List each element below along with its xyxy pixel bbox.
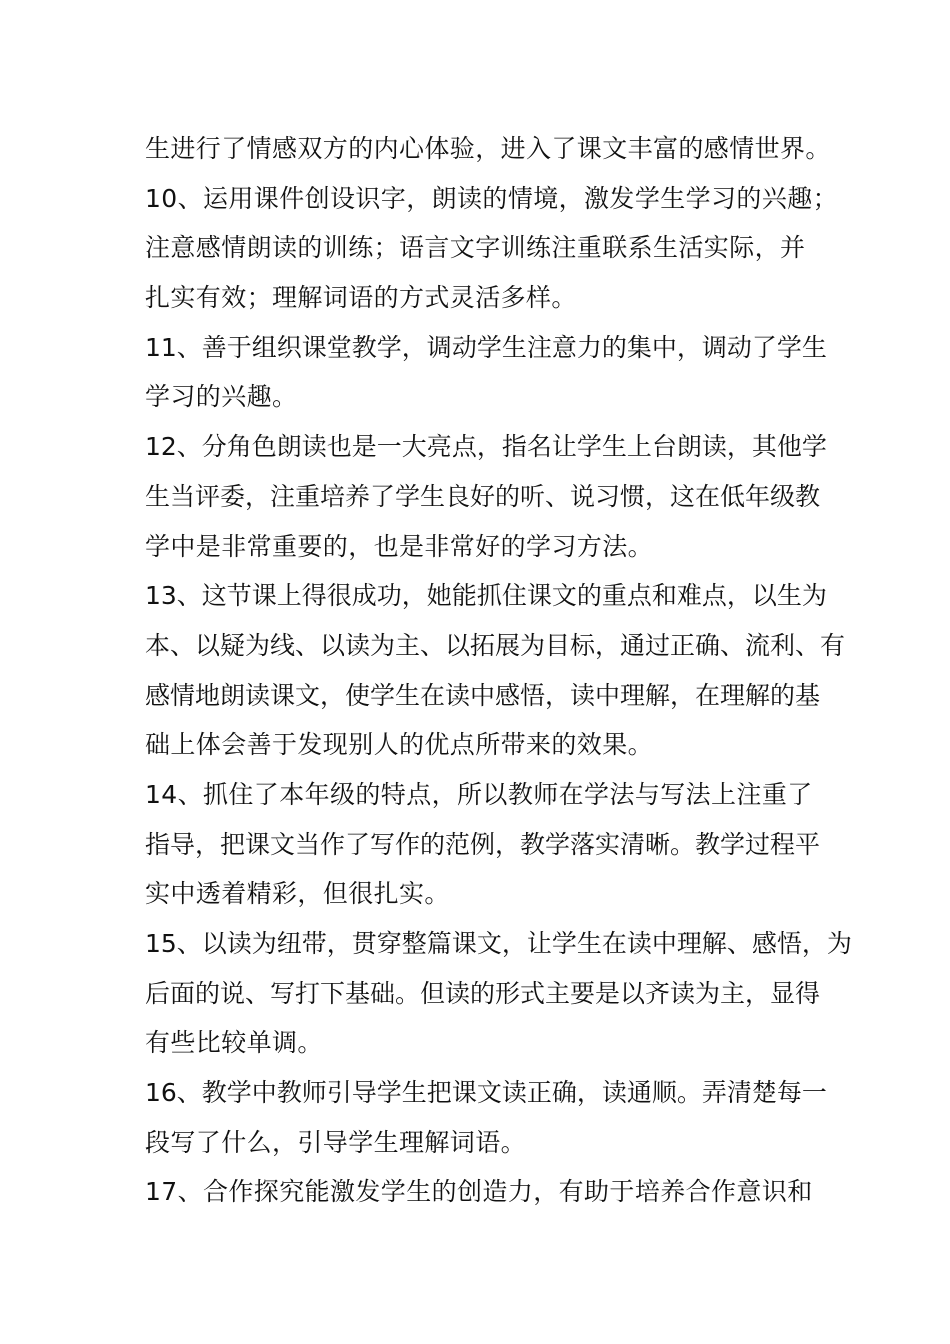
text-line: 学中是非常重要的，也是非常好的学习方法。 [145,531,654,561]
text-line: 注意感情朗读的训练；语言文字训练注重联系生活实际，并 [145,233,806,263]
document-body [145,124,852,1217]
text-line: 有些比较单调。 [145,1028,323,1058]
text-line: 学习的兴趣。 [145,382,298,412]
text-line: 础上体会善于发现别人的优点所带来的效果。 [145,730,654,760]
text-line: 11、善于组织课堂教学，调动学生注意力的集中，调动了学生 [145,332,827,362]
text-line: 实中透着精彩，但很扎实。 [145,879,450,909]
text-line: 15、以读为纽带，贯穿整篇课文，让学生在读中理解、感悟，为 [145,929,852,958]
text-line: 感情地朗读课文，使学生在读中感悟，读中理解，在理解的基 [145,680,821,710]
text-line: 生当评委，注重培养了学生良好的听、说习惯，这在低年级教 [145,481,821,511]
text-line: 12、分角色朗读也是一大亮点，指名让学生上台朗读，其他学 [145,432,827,462]
text-line: 本、以疑为线、以读为主、以拓展为目标，通过正确、流利、有 [145,630,846,660]
text-line: 扎实有效；理解词语的方式灵活多样。 [145,283,577,313]
text-line: 生进行了情感双方的内心体验，进入了课文丰富的感情世界。 [145,134,831,163]
text-line: 指导，把课文当作了写作的范例，教学落实清晰。教学过程平 [145,829,821,859]
text-line: 14、抓住了本年级的特点，所以教师在学法与写法上注重了 [145,779,813,809]
text-line: 10、运用课件创设识字，朗读的情境，激发学生学习的兴趣； [145,183,839,213]
text-line: 段写了什么，引导学生理解词语。 [145,1127,527,1157]
text-line: 后面的说、写打下基础。但读的形式主要是以齐读为主，显得 [145,978,821,1008]
text-line: 13、这节课上得很成功，她能抓住课文的重点和难点，以生为 [145,581,827,611]
text-line: 17、合作探究能激发学生的创造力，有助于培养合作意识和 [145,1177,813,1207]
text-line: 16、教学中教师引导学生把课文读正确，读通顺。弄清楚每一 [145,1078,827,1108]
